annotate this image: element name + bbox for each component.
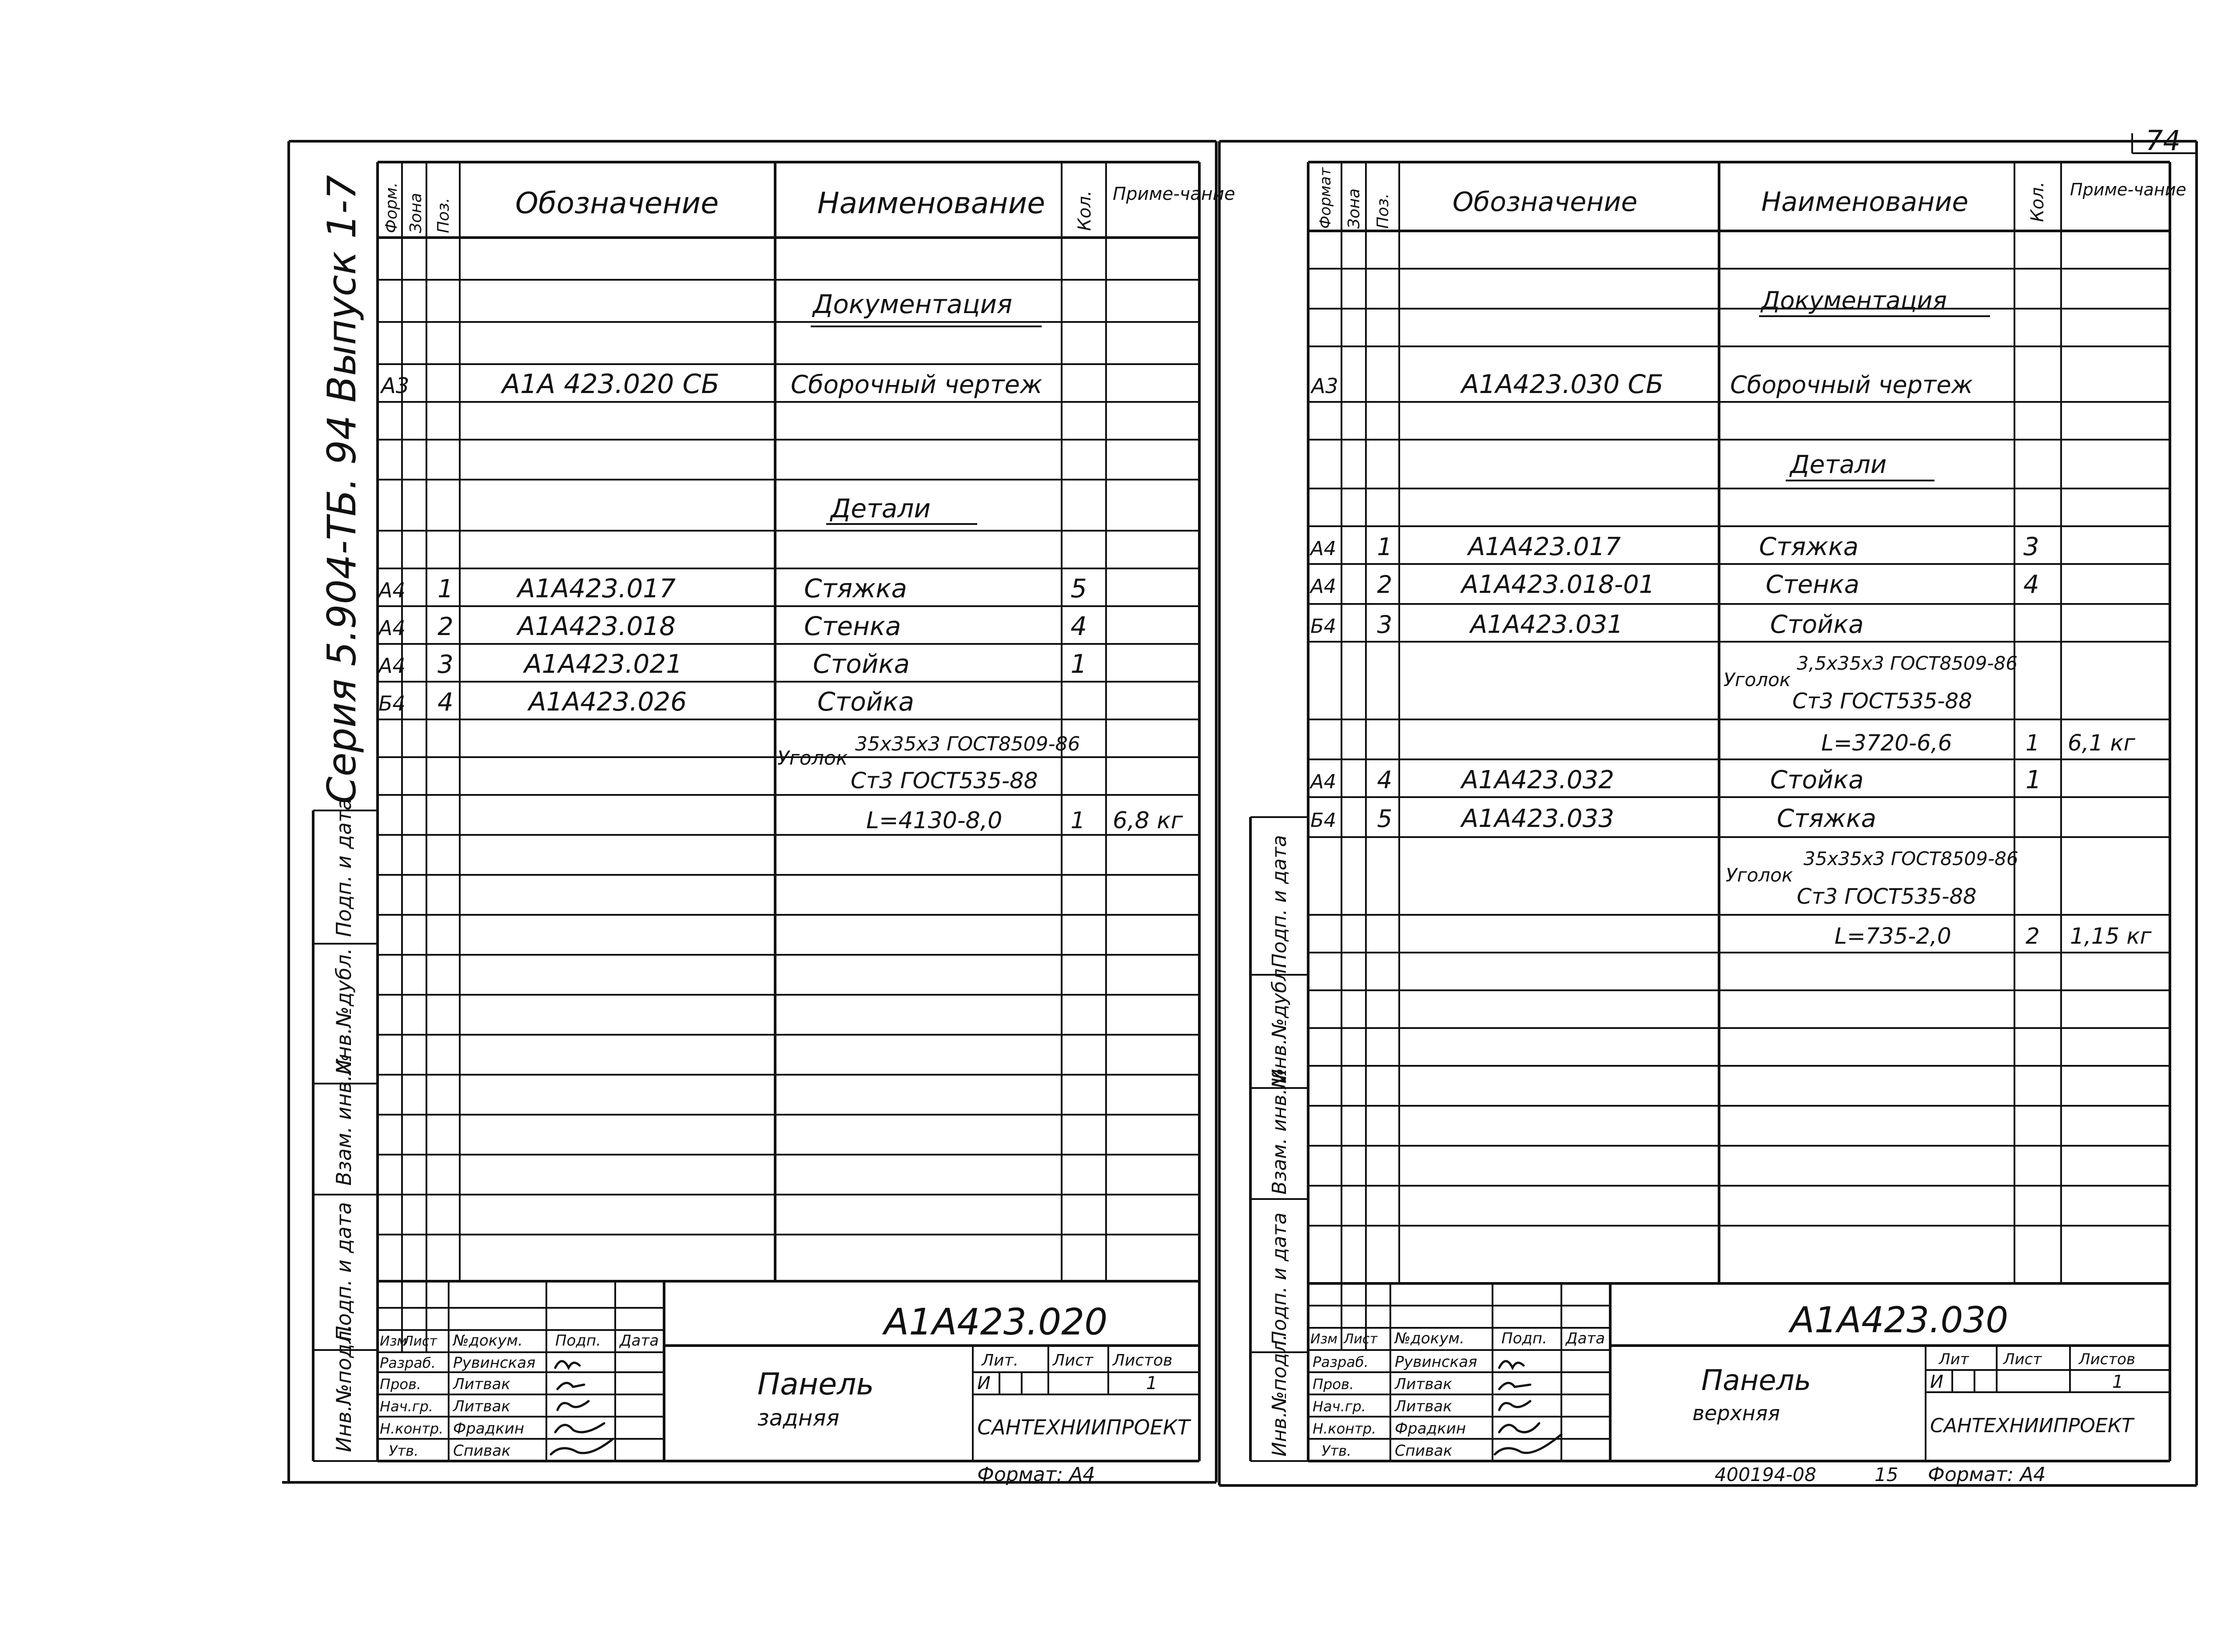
title-block-sheets: 1 <box>2112 1372 2124 1392</box>
section-parts: Детали <box>1790 450 1887 479</box>
tb-name-nkontr: Фрадкин <box>1395 1420 1466 1438</box>
signature-nachgr <box>1499 1401 1530 1410</box>
row-qty: 1 <box>1071 649 1087 679</box>
side-label-inv-podl: Инв.№подл. <box>332 1324 356 1452</box>
length-spec: L=3720-6,6 <box>1821 730 1952 756</box>
row-designation: А1А423.026 <box>529 687 687 717</box>
title-block-code: А1А423.020 <box>884 1301 1108 1343</box>
signature-prov <box>1499 1383 1530 1389</box>
tb-role-razrab: Разраб. <box>380 1354 436 1371</box>
section-documentation: Документация <box>1761 286 1947 314</box>
row-format: А4 <box>1310 770 1337 793</box>
row-qty: 3 <box>2023 532 2039 561</box>
header-format: Формат <box>1317 167 1334 229</box>
series-label: Серия 5.904-ТБ. 94 Выпуск 1-7 <box>319 175 365 804</box>
title-block-lit: И <box>977 1373 991 1394</box>
side-label-inv-podl: Инв.№подл. <box>1268 1334 1291 1457</box>
row-format: А4 <box>1310 575 1337 598</box>
doc-row-name: Сборочный чертеж <box>791 370 1043 399</box>
row-designation: А1А423.032 <box>1461 766 1614 794</box>
tb-head-data: Дата <box>1566 1330 1605 1347</box>
section-parts: Детали <box>831 493 931 524</box>
title-block-lit: И <box>1930 1372 1943 1392</box>
right-part-rows <box>1309 532 2039 639</box>
material-profile: 3,5х35х3 ГОСТ8509-86 <box>1797 652 2018 674</box>
header-qty: Кол. <box>2027 181 2048 222</box>
length-note: 6,8 кг <box>1113 807 1183 834</box>
row-qty: 4 <box>1071 611 1087 641</box>
section-documentation: Документация <box>813 289 1012 319</box>
row-pos: 2 <box>438 612 454 641</box>
title-block-name-1: Панель <box>757 1367 874 1402</box>
length-note: 6,1 кг <box>2068 730 2135 756</box>
left-sheet <box>282 141 1235 1486</box>
title-block-name-2: верхняя <box>1692 1401 1780 1425</box>
tb-name-razrab: Рувинская <box>1395 1353 1477 1371</box>
header-note: Приме-чание <box>1113 184 1235 204</box>
row-qty: 1 <box>2026 766 2042 794</box>
row-pos: 4 <box>1377 766 1393 794</box>
left-part-rows <box>377 573 1087 717</box>
row-name: Стяжка <box>1759 532 1859 561</box>
row-pos: 3 <box>438 650 454 679</box>
row-pos: 5 <box>1377 805 1393 833</box>
table-row <box>1309 532 2039 561</box>
row-designation: А1А423.018-01 <box>1461 570 1655 599</box>
tb-head-izm: Изм <box>380 1334 407 1349</box>
tb-name-utv: Спивак <box>1395 1442 1453 1460</box>
table-row <box>377 611 1087 641</box>
format-footer: Формат: А4 <box>977 1463 1095 1486</box>
header-name: Наименование <box>1761 187 1969 218</box>
table-row <box>378 687 914 717</box>
table-row <box>377 649 1087 679</box>
page-number: 74 <box>2145 124 2181 157</box>
title-block-lit-label: Лит <box>1939 1350 1969 1368</box>
row-format: А4 <box>378 616 406 640</box>
right-table-header <box>1317 167 2186 229</box>
tb-role-prov: Пров. <box>380 1376 421 1393</box>
right-title-block <box>1308 1283 2170 1461</box>
table-row <box>1310 610 1864 639</box>
row-name: Стенка <box>1766 570 1859 599</box>
side-label-vzam-inv: Взам. инв.№ <box>1268 1068 1291 1195</box>
title-block-sheet-label: Лист <box>2003 1350 2042 1368</box>
title-block-name-2: задняя <box>757 1405 840 1431</box>
row-format: А4 <box>1310 537 1337 560</box>
table-row <box>1309 570 2039 599</box>
material-prefix: Уголок <box>777 747 848 770</box>
material-profile: 35х35х3 ГОСТ8509-86 <box>1803 848 2018 870</box>
tb-name-nachgr: Литвак <box>1395 1398 1452 1415</box>
tb-role-razrab: Разраб. <box>1313 1354 1369 1370</box>
tb-head-izm: Изм <box>1310 1331 1338 1347</box>
left-side-strip <box>313 798 378 1461</box>
tb-head-data: Дата <box>620 1332 659 1350</box>
tb-name-utv: Спивак <box>453 1442 511 1460</box>
tb-name-prov: Литвак <box>1395 1375 1452 1393</box>
tb-role-prov: Пров. <box>1313 1376 1354 1393</box>
header-qty: Кол. <box>1075 190 1095 231</box>
row-name: Стойка <box>817 687 915 717</box>
tb-head-ndoc: №докум. <box>1395 1330 1465 1347</box>
header-zone: Зона <box>1345 188 1363 229</box>
doc-row-designation: А1А423.030 СБ <box>1461 369 1664 399</box>
header-designation: Обозначение <box>515 186 719 220</box>
title-block-sheets-label: Листов <box>1113 1351 1173 1370</box>
title-block-code: А1А423.030 <box>1790 1299 2009 1341</box>
tb-head-list: Лист <box>403 1334 438 1349</box>
material-steel: Ст3 ГОСТ535-88 <box>1792 689 1972 714</box>
row-format: Б4 <box>1310 809 1337 832</box>
left-title-block <box>378 1281 1199 1461</box>
header-pos: Поз. <box>434 198 453 233</box>
tb-head-podp: Подп. <box>1501 1330 1547 1347</box>
row-name: Стяжка <box>1777 804 1876 833</box>
signature-razrab <box>555 1361 580 1368</box>
title-block-org: САНТЕХНИИПРОЕКТ <box>977 1415 1190 1439</box>
row-pos: 1 <box>438 575 454 604</box>
row-name: Стойка <box>813 649 910 679</box>
header-note: Приме-чание <box>2070 180 2186 199</box>
side-label-inv-dubl: Инв.№дубл. <box>332 948 356 1075</box>
material-prefix: Уголок <box>1726 864 1793 886</box>
right-side-strip <box>1250 817 1308 1461</box>
row-designation: А1А423.033 <box>1461 804 1614 833</box>
side-label-vzam-inv: Взам. инв.№ <box>332 1053 356 1186</box>
side-label-podp-data-2: Подп. и дата <box>1268 835 1291 968</box>
right-material-1 <box>1723 652 2136 756</box>
row-designation: А1А423.031 <box>1470 610 1623 639</box>
length-qty: 1 <box>1071 807 1086 834</box>
row-designation: А1А423.021 <box>524 649 683 679</box>
doc-row-format: А3 <box>381 373 410 398</box>
right-sheet <box>1219 141 2197 1486</box>
signature-nachgr <box>557 1401 589 1410</box>
tb-name-nkontr: Фрадкин <box>453 1420 525 1438</box>
tb-role-nachgr: Нач.гр. <box>1313 1398 1366 1415</box>
bottom-code: 400194-08 <box>1715 1464 1816 1485</box>
title-block-sheets-label: Листов <box>2079 1350 2136 1368</box>
side-label-podp-data-2: Подп. и дата <box>332 798 356 937</box>
header-format: Форм. <box>382 182 401 233</box>
row-designation: А1А423.018 <box>517 611 676 641</box>
doc-row-name: Сборочный чертеж <box>1730 371 1973 399</box>
material-profile: 35х35х3 ГОСТ8509-86 <box>855 733 1080 755</box>
length-qty: 1 <box>2026 730 2040 756</box>
left-table-header <box>382 183 1235 233</box>
right-material-2 <box>1726 848 2152 949</box>
tb-name-prov: Литвак <box>453 1375 510 1393</box>
row-qty: 5 <box>1071 573 1087 604</box>
tb-role-nkontr: Н.контр. <box>380 1420 444 1437</box>
table-row <box>1310 804 1876 833</box>
row-pos: 3 <box>1377 611 1393 639</box>
row-name: Стойка <box>1770 766 1864 794</box>
tb-name-nachgr: Литвак <box>453 1398 510 1415</box>
length-note: 1,15 кг <box>2070 923 2152 949</box>
doc-row-designation: А1А 423.020 СБ <box>502 369 720 400</box>
tb-role-nkontr: Н.контр. <box>1313 1420 1377 1437</box>
row-pos: 1 <box>1377 533 1393 561</box>
table-row <box>1309 766 2042 794</box>
length-qty: 2 <box>2026 923 2040 949</box>
title-block-sheet-label: Лист <box>1053 1351 1094 1370</box>
row-format: А4 <box>378 578 406 602</box>
signature-nkontr <box>555 1423 604 1432</box>
row-designation: А1А423.017 <box>1468 532 1621 561</box>
row-format: А4 <box>378 654 406 678</box>
row-name: Стойка <box>1770 610 1864 639</box>
row-designation: А1А423.017 <box>517 573 676 604</box>
side-label-podp-data-1: Подп. и дата <box>332 1202 356 1341</box>
length-spec: L=4130-8,0 <box>866 807 1003 834</box>
format-footer: Формат: А4 <box>1928 1463 2046 1486</box>
row-name: Стенка <box>804 611 901 641</box>
left-material <box>777 733 1183 834</box>
header-name: Наименование <box>817 186 1045 220</box>
side-label-podp-data-1: Подп. и дата <box>1268 1212 1291 1346</box>
side-label-inv-dubl: Инв.№дубл. <box>1268 962 1291 1084</box>
tb-name-razrab: Рувинская <box>453 1354 536 1372</box>
tb-head-ndoc: №докум. <box>453 1332 523 1350</box>
header-zone: Зона <box>407 193 425 233</box>
table-row <box>377 573 1087 604</box>
title-block-lit-label: Лит. <box>982 1351 1019 1370</box>
row-pos: 2 <box>1377 571 1393 599</box>
tb-role-utv: Утв. <box>1321 1442 1352 1459</box>
tb-role-utv: Утв. <box>389 1442 419 1459</box>
material-steel: Ст3 ГОСТ535-88 <box>1797 884 1977 909</box>
doc-row-format: А3 <box>1311 374 1338 398</box>
material-prefix: Уголок <box>1723 669 1791 691</box>
header-pos: Поз. <box>1374 193 1392 229</box>
tb-head-list: Лист <box>1344 1331 1378 1347</box>
header-designation: Обозначение <box>1453 187 1638 218</box>
row-name: Стяжка <box>804 573 907 604</box>
bottom-sheet: 15 <box>1875 1464 1899 1485</box>
signature-utv <box>1495 1434 1561 1454</box>
right-row-lines <box>1308 269 2170 1226</box>
signature-razrab <box>1499 1361 1524 1368</box>
tb-head-podp: Подп. <box>555 1332 601 1350</box>
title-block-name-1: Панель <box>1701 1364 1811 1397</box>
signature-utv <box>551 1439 613 1454</box>
row-pos: 4 <box>438 688 454 717</box>
row-format: Б4 <box>1310 615 1337 638</box>
tb-role-nachgr: Нач.гр. <box>380 1398 434 1415</box>
material-steel: Ст3 ГОСТ535-88 <box>851 768 1038 794</box>
title-block-sheets: 1 <box>1146 1373 1158 1394</box>
signature-prov <box>557 1383 584 1389</box>
length-spec: L=735-2,0 <box>1835 923 1951 949</box>
right-part-rows-2 <box>1309 766 2042 833</box>
row-qty: 4 <box>2023 570 2039 599</box>
row-format: Б4 <box>378 691 406 715</box>
title-block-org: САНТЕХНИИПРОЕКТ <box>1930 1414 2133 1437</box>
signature-nkontr <box>1499 1423 1539 1432</box>
